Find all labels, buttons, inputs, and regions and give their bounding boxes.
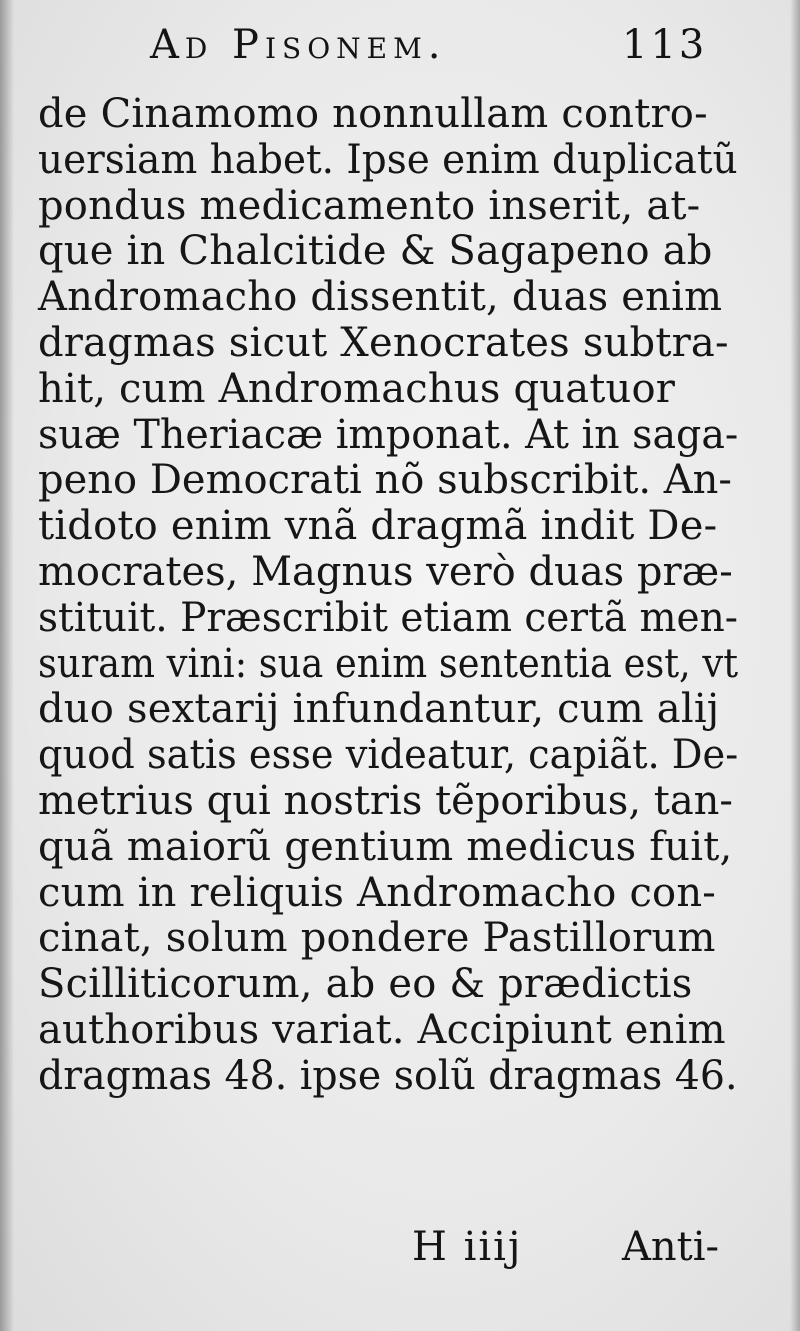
text-line: duo sextarij infundantur, cum alij [38, 686, 720, 733]
running-head-title: Ad Pisonem. [150, 22, 447, 68]
text-line: hit, cum Andromachus quatuor [38, 365, 676, 412]
text-line: Andromacho dissentit, duas enim [38, 274, 723, 321]
page-footer [0, 1224, 800, 1274]
body-text [38, 92, 738, 1100]
text-line: dragmas 48. ipse solũ dragmas 46. [38, 1052, 738, 1099]
text-line: suram vini: sua enim sententia est, vt [38, 640, 739, 687]
text-line: suæ Theriacæ imponat. At in saga- [38, 411, 739, 458]
running-head [0, 22, 800, 82]
page-number: 113 [622, 22, 708, 68]
text-line: pondus medicamento inserit, at- [38, 182, 701, 229]
text-line: mocrates, Magnus verò duas præ- [38, 548, 733, 595]
text-line: peno Democrati nõ subscribit. An- [38, 457, 732, 504]
text-line: de Cinamomo nonnullam contro- [38, 91, 708, 137]
text-line: metrius qui nostris tẽporibus, tan- [38, 777, 733, 824]
text-line: cinat, solum pondere Pastillorum [38, 915, 716, 962]
text-line: authoribus variat. Accipiunt enim [38, 1006, 726, 1053]
catchword: Anti- [622, 1224, 720, 1270]
text-line: tidoto enim vnã dragmã indit De- [38, 503, 718, 550]
text-line: quod satis esse videatur, capiãt. De- [38, 732, 739, 779]
text-line: que in Chalcitide & Sagapeno ab [38, 228, 713, 275]
text-line: dragmas sicut Xenocrates subtra- [38, 319, 729, 366]
text-line: cum in reliquis Andromacho con- [38, 869, 717, 916]
text-line: uersiam habet. Ipse enim duplicatũ [38, 136, 738, 183]
signature-mark: H iiij [412, 1224, 523, 1270]
text-line: quã maiorũ gentium medicus fuit, [38, 823, 733, 870]
text-line: stituit. Præscribit etiam certã men- [38, 594, 738, 641]
text-line: Scilliticorum, ab eo & prædictis [38, 961, 693, 1008]
